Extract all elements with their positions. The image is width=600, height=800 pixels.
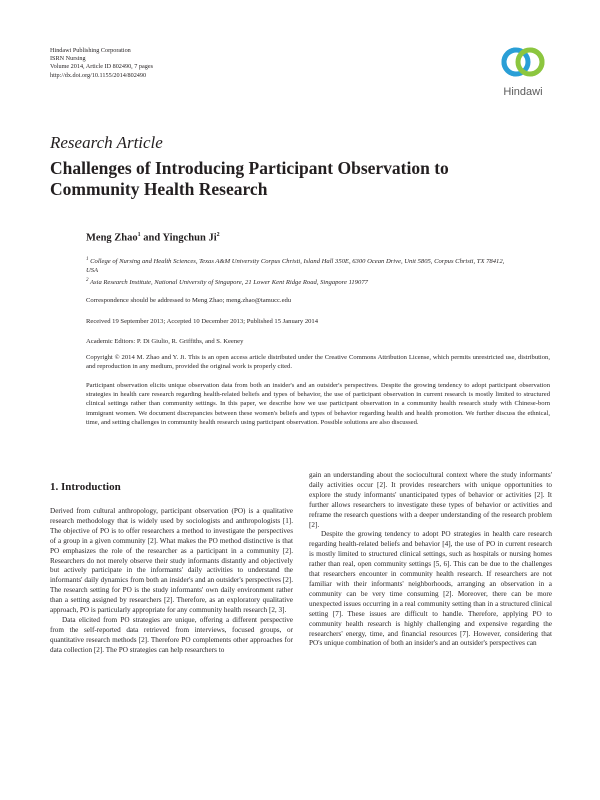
hindawi-logo [492,42,554,104]
article-title: Challenges of Introducing Participant Observation to Community Health Research [50,158,449,199]
author-separator: and [140,232,163,244]
affiliation-2 [86,276,506,287]
body-paragraph: Derived from cultural anthropology, participant observation (PO) is a qualitative research methodology that is widely used by sociologists and anthropologists [1]. The objective of PO is to offer researchers a method to investigate the perspectives of a group in a given community [2]. What makes the PO method distinctive is that PO emphasizes the role of the researcher as a participant in a community [2]. Researchers do not merely observe their study informants distantly and objectively but actively participate in the informants' daily activities to understand the informants' daily dynamics from both an insider's and an outsider's perspectives [2]. The research setting for PO is the study informants' own daily environment rather than a setting assigned by researchers [2]. Therefore, as an exploratory qualitative approach, PO is particularly appropriate for any community health research [2, 3]. [50,507,293,615]
copyright-notice: Copyright © 2014 M. Zhao and Y. Ji. This is an open access article distributed under the Creative Commons Attribution License, which permits unrestricted use, distribution, and reproduction in any medium, provided the original work is properly cited. [86,354,550,371]
author-name[interactable]: Yingchun Ji [162,232,217,244]
academic-editors: Academic Editors: P. Di Giulio, R. Griffiths, and S. Keeney [86,338,244,345]
affiliation-text: College of Nursing and Health Sciences, Texas A&M University Corpus Christi, Island Hall 350E, 6300 Ocean Drive, Unit 5805, Corpus Christi, TX 78412, USA [86,258,505,275]
abstract-text: Participant observation elicits unique observation data from both an insider's and an outsider's perspectives. Despite the growing tendency to adopt participant observation strategies in health care research regarding health-related beliefs and types of behavior, the use of participant observation in current research is mostly limited to structured clinical settings rather than community settings. In this paper, we describe how we use participant observation in a community health research study with Chinese-born immigrant women. We document discrepancies between these women's beliefs and types of behavior regarding health and health promotion. We further discuss the ethnical, time, and setting challenges in community health research using participant observation. Possible solutions are also discussed. [86,382,550,426]
right-column [309,471,552,649]
publication-dates: Received 19 September 2013; Accepted 10 December 2013; Published 15 January 2014 [86,318,319,325]
volume-info: Volume 2014, Article ID 802490, 7 pages [50,63,153,71]
author-name[interactable]: Meng Zhao [86,232,138,244]
publisher-name: Hindawi Publishing Corporation [50,47,131,54]
affiliation-text: Asia Research Institute, National University of Singapore, 21 Lower Kent Ridge Road, Singapore 119077 [90,279,368,287]
body-paragraph: Despite the growing tendency to adopt PO strategies in health care research regarding health-related beliefs and behavior [4], the use of PO in current research is mostly limited to structured clinical settings, such as hospitals or nursing homes rather than real, open community settings [5, 6]. This can be due to the challenges that researchers encounter in community health research. If researchers are not familiar with their informants' neighborhoods, arranging an observation in a community can be very time consuming [2]. Moreover, there can be more unexpected issues occurring in a real community setting than in a structured clinical setting [7]. These issues are difficult to handle. Therefore, applying PO to community health research is highly challenging and expensive regarding the researchers' energy, time, and financial resources [7]. However, considering that PO's unique combination of both an insider's and an outsider's perspectives can [309,530,552,648]
logo-wordmark: Hindawi [503,86,543,98]
hindawi-rings-icon [492,42,554,86]
body-paragraph: Data elicited from PO strategies are unique, offering a different perspective from the self-reported data retrieved from interviews, focused groups, or quantitative research methods [2]. Therefore PO complements other approaches for data collection [2]. The PO strategies can help researchers to [50,615,293,654]
author-affiliation-mark: 2 [216,232,220,238]
body-paragraph: gain an understanding about the sociocultural context where the study informants' daily activities occur [2]. It provides researchers with unique opportunities to explore the study informants' unanticipated types of behavior or activities [2]. It further allows researchers to investigate these types of behavior or activities and reframe the research questions with a deeper understanding of the research problem [2]. [309,471,552,529]
affiliation-mark: 1 [86,257,89,262]
correspondence: Correspondence should be addressed to Meng Zhao; meng.zhao@tamucc.edu [86,297,292,304]
author-list [86,232,220,244]
abstract [86,381,550,427]
affiliation-mark: 2 [86,278,89,283]
author-affiliation-mark: 1 [137,232,141,238]
journal-name: ISRN Nursing [50,55,86,63]
section-heading: 1. Introduction [50,481,121,493]
left-column [50,507,293,656]
affiliation-1 [86,255,506,276]
article-type: Research Article [50,133,163,152]
journal-info [50,47,153,80]
doi-link[interactable]: http://dx.doi.org/10.1155/2014/802490 [50,71,147,79]
